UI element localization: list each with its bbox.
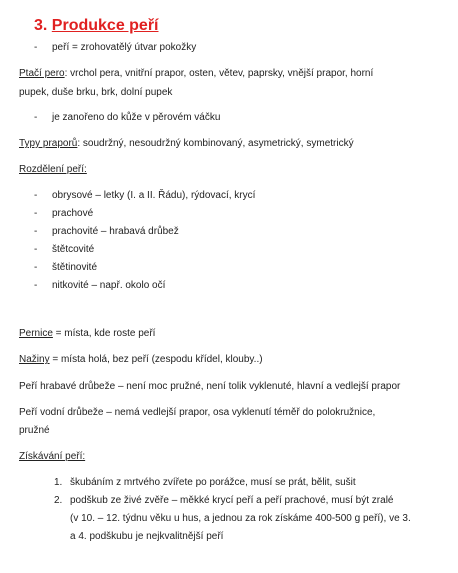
- naziny-label: Nažiny: [19, 354, 50, 365]
- section-title: [34, 16, 159, 36]
- list-item-text: štětinovité: [52, 262, 98, 273]
- dash-marker: -: [34, 262, 38, 273]
- item-number: 2.: [54, 495, 63, 506]
- pernice-line: [19, 327, 155, 341]
- vodni-paragraph-line-2: pružné: [19, 425, 50, 436]
- list-item-text: obrysové – letky (I. a II. Řádu), rýdovací, krycí: [52, 190, 256, 201]
- ptaci-pero-label: Ptačí pero: [19, 68, 65, 79]
- ziskavani-heading: Získávání peří:: [19, 451, 86, 462]
- numbered-item-continuation: a 4. podškubu je nejkvalitnější peří: [70, 531, 224, 542]
- section-number: 3.: [34, 17, 48, 34]
- dash-marker: -: [34, 226, 38, 237]
- dash-marker: -: [34, 280, 38, 291]
- dash-marker: -: [34, 112, 38, 123]
- naziny-line: [19, 353, 263, 367]
- section-title-text: Produkce peří: [51, 17, 159, 34]
- naziny-text: = místa holá, bez peří (zespodu křídel, klouby..): [49, 354, 263, 365]
- numbered-item-continuation: (v 10. – 12. týdnu věku u hus, a jednou za rok získáme 400-500 g peří), ve 3.: [70, 513, 411, 524]
- rozdeleni-heading: Rozdělení peří:: [19, 164, 87, 175]
- pernice-text: = místa, kde roste peří: [52, 328, 156, 339]
- item-number: 1.: [54, 477, 63, 488]
- vodni-paragraph-line-1: Peří vodní drůbeže – nemá vedlejší prapor, osa vyklenutí téměř do polokružnice,: [19, 407, 376, 418]
- typy-praporu-text: : soudržný, nesoudržný kombinovaný, asymetrický, symetrický: [77, 138, 354, 149]
- typy-praporu-line: [19, 137, 354, 151]
- ptaci-pero-text: : vrchol pera, vnitřní prapor, osten, větev, paprsky, vnější prapor, horní: [64, 68, 374, 79]
- typy-praporu-label: Typy praporů: [19, 138, 78, 149]
- pernice-label: Pernice: [19, 328, 53, 339]
- hrabave-paragraph: Peří hrabavé drůbeže – není moc pružné, není tolik vyklenuté, hlavní a vedlejší prapor: [19, 381, 401, 392]
- list-item-text: prachovité – hrabavá drůbež: [52, 226, 179, 237]
- list-item-text: prachové: [52, 208, 94, 219]
- numbered-item-text: podškub ze živé zvěře – měkké krycí peří a peří prachové, musí být zralé: [70, 495, 394, 506]
- ptaci-pero-line-1: [19, 67, 373, 81]
- list-item-text: štětcovité: [52, 244, 95, 255]
- list-item-text: nitkovité – např. okolo očí: [52, 280, 166, 291]
- intro-bullet-text: peří = zrohovatělý útvar pokožky: [52, 42, 197, 53]
- numbered-item-text: škubáním z mrtvého zvířete po porážce, musí se prát, bělit, sušit: [70, 477, 356, 488]
- dash-marker: -: [34, 190, 38, 201]
- zanoreno-text: je zanořeno do kůže v pěrovém váčku: [52, 112, 221, 123]
- dash-marker: -: [34, 244, 38, 255]
- dash-marker: -: [34, 208, 38, 219]
- dash-marker: -: [34, 42, 38, 53]
- ptaci-pero-line-2: pupek, duše brku, brk, dolní pupek: [19, 87, 173, 98]
